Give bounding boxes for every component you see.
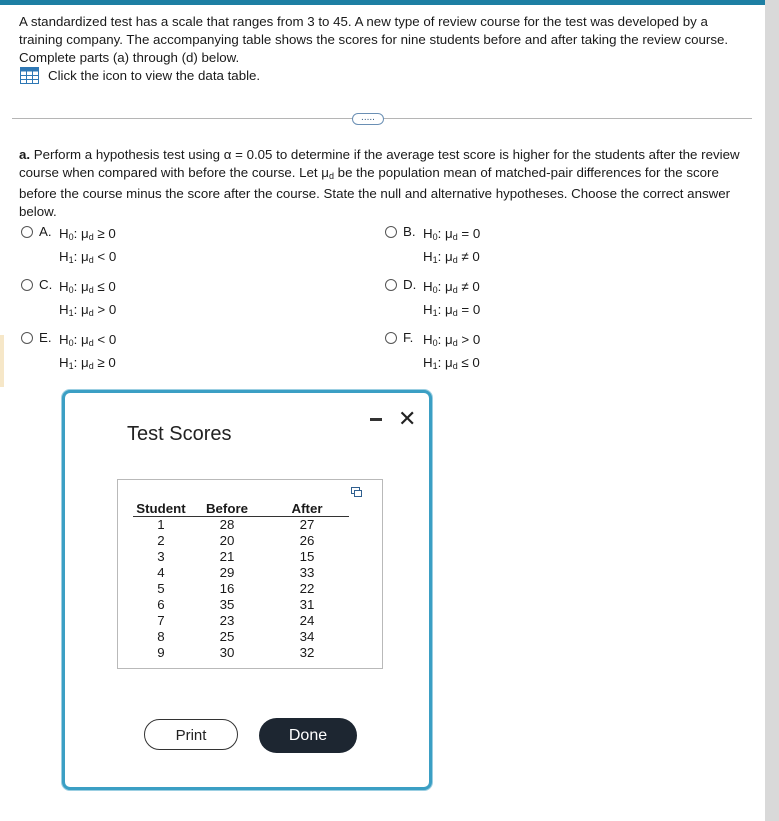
left-edge-marker xyxy=(0,335,4,387)
table-icon[interactable] xyxy=(20,67,39,84)
after-cell: 33 xyxy=(299,565,315,580)
after-cell: 27 xyxy=(299,517,315,532)
option-d[interactable] xyxy=(385,277,480,323)
scrollbar[interactable] xyxy=(765,0,779,821)
after-cell: 32 xyxy=(299,645,315,660)
data-table-container xyxy=(117,479,383,669)
radio-icon[interactable] xyxy=(385,226,397,238)
option-a-h1: $H_1$: $\mu_d < 0$ xyxy=(59,249,117,265)
student-cell: 9 xyxy=(157,645,165,660)
option-letter: D. xyxy=(403,277,417,292)
before-cell: 20 xyxy=(219,533,235,548)
option-b[interactable] xyxy=(385,224,480,270)
option-letter: C. xyxy=(39,277,53,292)
table-row xyxy=(133,613,349,629)
radio-icon[interactable] xyxy=(385,279,397,291)
option-b-h1: $H_1$: $\mu_d \ne 0$ xyxy=(423,249,480,265)
after-cell: 15 xyxy=(299,549,315,564)
table-header-row xyxy=(133,500,349,517)
view-data-table-link[interactable] xyxy=(20,67,260,84)
option-f[interactable] xyxy=(385,330,480,376)
print-button[interactable]: Print xyxy=(144,719,238,750)
problem-intro: A standardized test has a scale that ranges from 3 to 45. A new type of review course for the test was developed by a training company. The accompanying table shows the scores for nine students before and after taking the review course. Complete parts (a) through (d) below. xyxy=(19,14,729,65)
question-part-a xyxy=(19,146,754,221)
option-f-h0: $H_0$: $\mu_d > 0$ xyxy=(423,332,481,348)
top-accent-bar xyxy=(0,0,779,5)
after-cell: 26 xyxy=(299,533,315,548)
option-c[interactable] xyxy=(21,277,116,323)
test-scores-dialog xyxy=(62,390,432,790)
column-header-before: Before xyxy=(189,500,265,517)
table-row xyxy=(133,565,349,581)
test-scores-table xyxy=(133,500,349,661)
expand-more-button[interactable]: ..... xyxy=(352,113,384,125)
column-header-after: After xyxy=(265,500,349,517)
option-letter: B. xyxy=(403,224,416,239)
radio-icon[interactable] xyxy=(385,332,397,344)
after-cell: 31 xyxy=(299,597,315,612)
table-row xyxy=(133,549,349,565)
close-icon[interactable]: ✕ xyxy=(398,406,417,431)
before-cell: 16 xyxy=(219,581,235,596)
part-label: a. xyxy=(19,147,31,162)
option-letter: A. xyxy=(39,224,52,239)
option-f-h1: $H_1$: $\mu_d \le 0$ xyxy=(423,355,480,371)
option-e[interactable] xyxy=(21,330,116,376)
option-a[interactable] xyxy=(21,224,116,270)
option-d-h1: $H_1$: $\mu_d = 0$ xyxy=(423,302,481,318)
student-cell: 4 xyxy=(157,565,165,580)
before-cell: 23 xyxy=(219,613,235,628)
view-data-table-label[interactable]: Click the icon to view the data table. xyxy=(48,68,261,83)
radio-icon[interactable] xyxy=(21,332,33,344)
after-cell: 24 xyxy=(299,613,315,628)
column-header-student: Student xyxy=(133,500,189,517)
minimize-icon[interactable] xyxy=(370,418,382,421)
before-cell: 29 xyxy=(219,565,235,580)
before-cell: 25 xyxy=(219,629,235,644)
student-cell: 2 xyxy=(157,533,165,548)
table-row xyxy=(133,597,349,613)
option-c-h1: $H_1$: $\mu_d > 0$ xyxy=(59,302,117,318)
before-cell: 28 xyxy=(219,517,235,532)
student-cell: 5 xyxy=(157,581,165,596)
option-b-h0: $H_0$: $\mu_d = 0$ xyxy=(423,226,481,242)
radio-icon[interactable] xyxy=(21,279,33,291)
before-cell: 30 xyxy=(219,645,235,660)
radio-icon[interactable] xyxy=(21,226,33,238)
table-row xyxy=(133,581,349,597)
option-a-h0: $H_0$: $\mu_d \ge 0$ xyxy=(59,226,116,242)
option-e-h1: $H_1$: $\mu_d \ge 0$ xyxy=(59,355,116,371)
option-letter: E. xyxy=(39,330,52,345)
done-button[interactable]: Done xyxy=(259,718,357,753)
student-cell: 8 xyxy=(157,629,165,644)
after-cell: 22 xyxy=(299,581,315,596)
mu-subscript: d xyxy=(328,171,334,181)
option-c-h0: $H_0$: $\mu_d \le 0$ xyxy=(59,279,116,295)
student-cell: 1 xyxy=(157,517,165,532)
table-row xyxy=(133,533,349,549)
after-cell: 34 xyxy=(299,629,315,644)
student-cell: 7 xyxy=(157,613,165,628)
before-cell: 21 xyxy=(219,549,235,564)
option-letter: F. xyxy=(403,330,414,345)
question-text-1: Perform a hypothesis test using α = 0.05 to determine if the average test score is higher for the students after the review course when compared with before the course. Let μ xyxy=(19,147,740,180)
copy-icon[interactable] xyxy=(351,487,362,497)
student-cell: 3 xyxy=(157,549,165,564)
table-row xyxy=(133,517,349,534)
option-e-h0: $H_0$: $\mu_d < 0$ xyxy=(59,332,117,348)
dialog-title: Test Scores xyxy=(127,423,232,445)
question-text-2: be the population mean of matched-pair differences for the score before the course minus the score after the course. State the null and alternative hypotheses. Choose the correct answer below. xyxy=(19,165,731,219)
table-row xyxy=(133,645,349,661)
student-cell: 6 xyxy=(157,597,165,612)
before-cell: 35 xyxy=(219,597,235,612)
option-d-h0: $H_0$: $\mu_d \ne 0$ xyxy=(423,279,480,295)
table-row xyxy=(133,629,349,645)
